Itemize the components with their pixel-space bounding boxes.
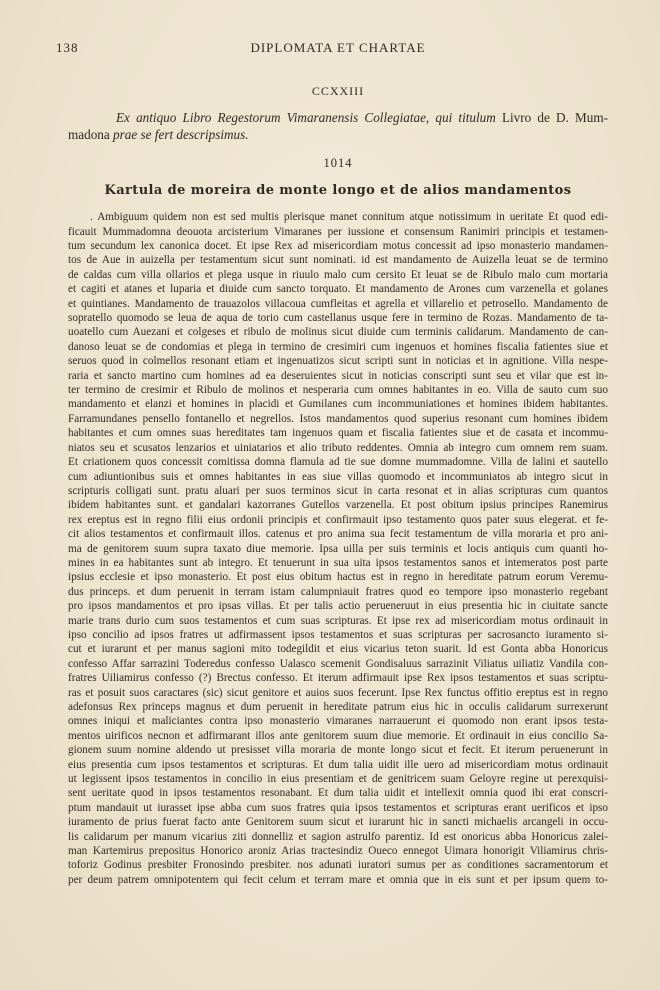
- text-line: ipsius ecclesie et ipso monasterio. Et post eius obitum hactus est in regno in hereditate patrum eorum Veremu-: [68, 571, 608, 584]
- text-line: man Kartemirus prepositus Honorico aroniz Arias tractesindiz Oueco ennegot Uimara honorigit Viliamirus chris-: [68, 845, 608, 858]
- source-note-part: prae se fert descripsimus.: [113, 127, 249, 142]
- text-line: iuramento de prius fuerat facto ante Genitorem suum sicut et iurarunt hic in sancti michaelis arcangeli in occu-: [68, 816, 608, 829]
- text-line: confesso Affar sarrazini Toderedus confesso Ualasco scemenit Gondisaluus sarrazinit Viliatus uiliatiz Vandila con-: [68, 657, 608, 670]
- text-line: . Ambiguum quidem non est sed multis plerisque manet connitum atque notissimum in ueritate Et quod edi-: [90, 211, 608, 224]
- text-line: seruos quod in colmellos resonant etiam et ingenuatizos sicut scripti sunt in noticias et in agnitione. Villa nespe-: [68, 355, 608, 368]
- text-line: Et criationem quos concessit comitissa domna flamula ad tie sue domne mummadomne. Villa de lalini et sautello: [68, 456, 608, 469]
- text-line: niatos seu et scusatos lenzarios et uiniatarios et alio tributo reddentes. Omnia ab integro cum omnem rem suam.: [68, 441, 608, 454]
- text-line: omnes iniqui et maliciantes contra ipso monasterio vimaranes narrauerunt ei quomodo non erant ipsos testa-: [68, 715, 608, 728]
- text-line: ras et posuit suos caractares (sic) sicut genitore et auios suos fecerunt. Ipse Rex functus offitio ereptus est in regno: [68, 686, 608, 699]
- text-line: toforiz Godinus presbiter Fronosindo presbiter. nos adunati iuratori sumus per as conditiones sacramentorum et: [68, 859, 608, 872]
- text-line: raria et sancto martino cum homines ad ea deseruientes sicut in noticias conscripti sunt seu et vilar que est in-: [68, 369, 608, 382]
- text-line: danoso leuat se de condomias et plega in termino de cresimiri cum ingenuos et homines fiscalia fatientes siue et: [68, 340, 608, 353]
- page-number: 138: [56, 40, 79, 55]
- text-line: fratres Uiliamirus confesso (?) Brectus confesso. Et iterum adfirmauit ipse Rex ipsos testamentos et suas scriptu-: [68, 672, 608, 685]
- source-note-part: Ex antiquo Libro Regestorum Vimaranensis Collegiatae, qui titulum: [116, 110, 502, 125]
- text-line: tum secundum lex canonica docet. Et ipse Rex ad misericordiam motus concessit ad ipso monasterio mandamen-: [68, 240, 608, 252]
- text-line: marie trans durio cum suos testamentos et cum suas scripturas. Et ipse rex ad misericordiam motus ordinauit in: [68, 614, 608, 627]
- text-line: uoatello cum Auezani et colgeses et ribulo de molinus sicut diuide cum terminis calidarum. Mandamento de can-: [68, 326, 608, 339]
- text-line: ter termino de cresimir et Ribulo de molinos et nesperaria cum omnes habitantes in eo. Villa de sauto cum suo: [68, 384, 608, 397]
- text-line: ficauit Mummadomna deouota arcisterium Vimaranes per iussione et consensum Ranimiri principis et testamen-: [68, 225, 608, 238]
- text-line: Farramundanes pensello fontanello et negrellos. Istos mandamentos quod superius resonant cum homines ibidem: [68, 412, 608, 425]
- text-line: eius presentia cum ipsos testamentos et scripturas. Et dum talia uidit ille uero ad misericordiam motus ordinauit: [68, 758, 608, 771]
- document-title: Kartula de moreira de monte longo et de alios mandamentos: [104, 183, 572, 199]
- text-line: cum adiuntionibus suis et omnes habitantes in eas siue villas quomodo et incommuniatos ab integro sicut in: [68, 470, 608, 483]
- text-line: de caldas cum villa ollarios et plega usque in riuulo malo cum cersito Et leuat se de Ribulo malo cum mortaria: [68, 268, 608, 281]
- text-line: ibidem habitantes sunt. et gandalari kazorranes Gutellos varzenella. Et post obitum ipsius principes Ranemirus: [68, 499, 608, 512]
- document-number: CCXXIII: [311, 84, 365, 98]
- text-line: ipso concilio ad ipsos fratres ut adfirmassent ipsos testamentos et suas scripturas per sacrosancto iuramento si-: [68, 628, 608, 641]
- text-line: sopratello quomodo se leua de aqua de torio cum castellanus usque fere in termino de Rozas. Mandamento de ta-: [68, 312, 608, 325]
- text-line: gionem suum nomine aldendo ut presisset villa moraria de monte longo sicut et fecit. Et iterum peruenerunt in: [68, 744, 608, 757]
- document-year: 1014: [323, 156, 353, 171]
- source-note-part: Livro de D. Mum-madona: [68, 110, 608, 142]
- text-line: pro ipsos mandamentos et pro ipsas villas. Et per talis actio perueneruut in eius presentia hic in ciuitate sancte: [68, 600, 608, 613]
- journal-title: DIPLOMATA ET CHARTAE: [250, 40, 426, 55]
- text-line: cit alios testamentos et confirmauit illos. catenus et pro anima sua fecit testamentum de villa moraria et pro ani-: [68, 528, 608, 541]
- text-line: adefonsus Rex princeps magnus et dum peruenit in hereditate patrum eius hic in occulis calidarum surrexerunt: [68, 701, 608, 713]
- text-line: et quintianes. Mandamento de trauazolos villacoua cumfleitas et agrella et villarelio et petrosello. Mandamento de: [68, 297, 608, 310]
- source-note: [68, 109, 608, 143]
- text-line: mandamento et elanzi et homines in placidi et Gumilanes cum incommuniationes et homines ibidem habitantes.: [68, 398, 608, 411]
- text-line: mentos uirificos necnon et adfirmarant illos ante genitorem suum diue memorie. Et ordinauit in eius concilio Sa-: [68, 729, 608, 742]
- text-line: ma de genitorem suum supra taxato diue memorie. Ipsa uilla per suis terminis et locis antiquis cum quanti ho-: [68, 542, 608, 555]
- text-line: per deum patrem omnipotentem qui fecit celum et terram mare et omnia que in eis sunt et per ipsum quem to-: [68, 873, 608, 886]
- text-line: rex ereptus est in regno filii eius ordonii principis et confirmauit ipso testamento quos pater suus elegerat. et fe-: [68, 513, 608, 526]
- text-line: ut legissent ipsos testamentos in concilio in eius presentiam et de genitricem suam Geloyre regine ut perexquisi-: [68, 773, 608, 786]
- charter-text: [68, 210, 608, 887]
- running-head: [56, 40, 608, 62]
- text-line: ptum mandauit ut iurasset ipse abba cum suos fratres quia ipsos testamentos et scripturas erant uerificos et ipso: [68, 801, 608, 814]
- text-line: sent ueritate quod in ipsos testamentos resonabant. Et dum talia uidit et intellexit omnia quod ibi erat conscri-: [68, 787, 608, 800]
- text-line: tos de Aue in auizella per testamentum sicut sunt nominati. id est mandamento de Auizella leuat se de termino: [68, 254, 608, 267]
- text-line: dus princeps. et dum peruenit in terram istam calumpniauit fratres quod eo tempore ipso monasterio regebant: [68, 585, 608, 598]
- text-line: et cagiti et atanes et luparia et diuide cum sancto torquato. Et mandamento de Arones cum varzenella et golanes: [68, 283, 608, 296]
- text-line: cut et iurarunt et per manus sagioni mito todegildit et eius vicarius teton suarit. Id est Gonta abba Honoricus: [68, 643, 608, 656]
- text-line: lis calidarum per manum vicarius ziti donnelliz et sagion astrulfo parentiz. Id est onoricus abba Honoricus zalei-: [68, 830, 608, 843]
- text-line: mines in ea habitantes sunt ab integro. Et tenuerunt in sua uita ipsos testamentos sanos et intemeratos post parte: [68, 556, 608, 569]
- text-line: habitantes et cum omnes suas hereditates tam ingenuos quam et fiscalia fatientes siue et de casata et incommu-: [68, 427, 608, 440]
- text-line: scripturis colligati sunt. pratu aluari per suos terminos sicut in carta resonat et in alias scripturas cum quantos: [68, 484, 608, 497]
